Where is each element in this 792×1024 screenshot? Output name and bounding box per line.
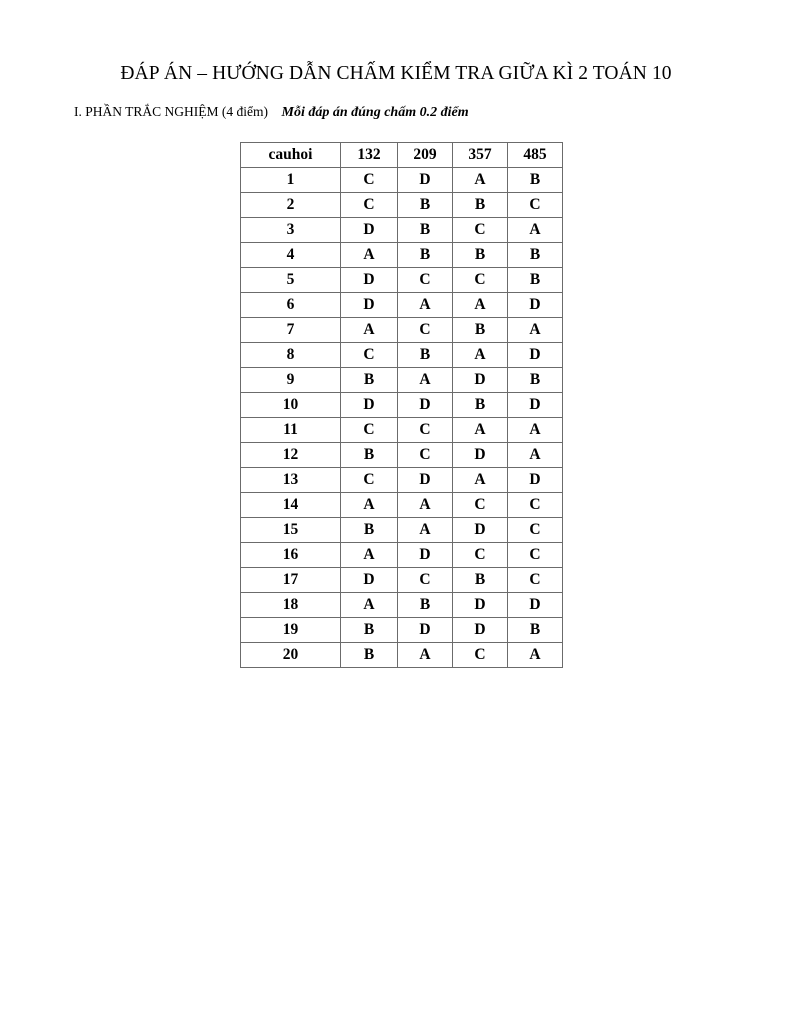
answer-cell: C (453, 643, 508, 668)
table-row (241, 393, 563, 418)
answer-cell: C (453, 218, 508, 243)
answer-cell: C (508, 543, 563, 568)
answer-cell: D (398, 468, 453, 493)
table-row (241, 268, 563, 293)
table-row (241, 343, 563, 368)
answer-cell: B (341, 443, 398, 468)
answer-cell: C (453, 268, 508, 293)
answer-cell: D (453, 368, 508, 393)
answer-cell: B (398, 243, 453, 268)
answer-cell: D (341, 268, 398, 293)
column-header-exam-code: 357 (453, 143, 508, 168)
answer-cell: B (453, 193, 508, 218)
answer-cell: C (508, 193, 563, 218)
section-heading (74, 104, 469, 121)
answer-cell: B (398, 593, 453, 618)
table-row (241, 168, 563, 193)
answer-cell: D (508, 293, 563, 318)
question-number-cell: 16 (241, 543, 341, 568)
answer-cell: C (453, 543, 508, 568)
answer-cell: A (341, 318, 398, 343)
table-row (241, 218, 563, 243)
answer-cell: A (453, 343, 508, 368)
answer-cell: C (508, 518, 563, 543)
answer-cell: B (398, 193, 453, 218)
question-number-cell: 3 (241, 218, 341, 243)
table-row (241, 318, 563, 343)
answer-cell: C (398, 443, 453, 468)
question-number-cell: 9 (241, 368, 341, 393)
question-number-cell: 17 (241, 568, 341, 593)
answer-cell: C (398, 318, 453, 343)
answer-cell: A (341, 243, 398, 268)
answer-cell: D (453, 593, 508, 618)
column-header-exam-code: 485 (508, 143, 563, 168)
answer-cell: D (341, 568, 398, 593)
column-header-question: cauhoi (241, 143, 341, 168)
question-number-cell: 14 (241, 493, 341, 518)
answer-cell: B (453, 393, 508, 418)
answer-cell: C (398, 568, 453, 593)
answer-cell: B (508, 268, 563, 293)
answer-cell: B (508, 243, 563, 268)
question-number-cell: 12 (241, 443, 341, 468)
answer-cell: B (341, 518, 398, 543)
answer-cell: D (453, 618, 508, 643)
table-row (241, 493, 563, 518)
answer-cell: C (398, 268, 453, 293)
table-row (241, 293, 563, 318)
answer-cell: D (341, 393, 398, 418)
answer-cell: C (398, 418, 453, 443)
table-row (241, 568, 563, 593)
answer-cell: B (453, 318, 508, 343)
answer-cell: C (341, 193, 398, 218)
table-row (241, 193, 563, 218)
answer-cell: D (508, 393, 563, 418)
answer-cell: B (453, 243, 508, 268)
table-row (241, 418, 563, 443)
answer-cell: C (341, 468, 398, 493)
question-number-cell: 18 (241, 593, 341, 618)
answer-cell: A (341, 593, 398, 618)
answer-cell: D (398, 618, 453, 643)
answer-cell: A (508, 318, 563, 343)
table-row (241, 368, 563, 393)
answer-cell: C (341, 343, 398, 368)
question-number-cell: 20 (241, 643, 341, 668)
answer-cell: D (508, 593, 563, 618)
answer-cell: A (341, 493, 398, 518)
answer-cell: C (453, 493, 508, 518)
table-row (241, 518, 563, 543)
answer-cell: D (508, 343, 563, 368)
question-number-cell: 1 (241, 168, 341, 193)
answer-cell: A (453, 468, 508, 493)
answer-cell: B (508, 618, 563, 643)
table-row (241, 468, 563, 493)
answer-cell: B (453, 568, 508, 593)
answer-cell: A (508, 418, 563, 443)
answer-cell: A (508, 218, 563, 243)
answer-cell: A (508, 643, 563, 668)
table-body (241, 168, 563, 668)
answer-cell: A (453, 418, 508, 443)
answer-cell: B (398, 218, 453, 243)
answer-cell: A (453, 168, 508, 193)
question-number-cell: 2 (241, 193, 341, 218)
answer-cell: A (508, 443, 563, 468)
answer-key-table (240, 142, 563, 668)
table-row (241, 593, 563, 618)
answer-cell: C (508, 493, 563, 518)
answer-cell: B (398, 343, 453, 368)
question-number-cell: 15 (241, 518, 341, 543)
answer-cell: B (508, 168, 563, 193)
answer-cell: A (398, 518, 453, 543)
answer-cell: A (398, 643, 453, 668)
answer-cell: B (341, 643, 398, 668)
column-header-exam-code: 132 (341, 143, 398, 168)
answer-cell: D (453, 518, 508, 543)
table-row (241, 543, 563, 568)
answer-cell: A (341, 543, 398, 568)
section-label: I. PHẦN TRẮC NGHIỆM (4 điểm) (74, 104, 268, 119)
table-header-row (241, 143, 563, 168)
answer-cell: C (508, 568, 563, 593)
answer-cell: A (453, 293, 508, 318)
answer-cell: C (341, 418, 398, 443)
answer-cell: D (398, 543, 453, 568)
answer-cell: B (341, 618, 398, 643)
answer-cell: D (453, 443, 508, 468)
answer-cell: B (508, 368, 563, 393)
scoring-note: Mỗi đáp án đúng chấm 0.2 điểm (281, 105, 469, 120)
question-number-cell: 13 (241, 468, 341, 493)
question-number-cell: 8 (241, 343, 341, 368)
question-number-cell: 4 (241, 243, 341, 268)
column-header-exam-code: 209 (398, 143, 453, 168)
answer-cell: C (341, 168, 398, 193)
question-number-cell: 5 (241, 268, 341, 293)
table-row (241, 618, 563, 643)
question-number-cell: 7 (241, 318, 341, 343)
table-row (241, 443, 563, 468)
answer-cell: D (341, 218, 398, 243)
answer-cell: B (341, 368, 398, 393)
answer-cell: A (398, 293, 453, 318)
question-number-cell: 6 (241, 293, 341, 318)
question-number-cell: 11 (241, 418, 341, 443)
answer-cell: A (398, 368, 453, 393)
answer-cell: D (398, 168, 453, 193)
answer-cell: D (341, 293, 398, 318)
table-row (241, 243, 563, 268)
page-title: ĐÁP ÁN – HƯỚNG DẪN CHẤM KIỂM TRA GIỮA KÌ 2 TOÁN 10 (120, 63, 672, 84)
answer-cell: D (398, 393, 453, 418)
table-row (241, 643, 563, 668)
answer-cell: D (508, 468, 563, 493)
answer-cell: A (398, 493, 453, 518)
question-number-cell: 10 (241, 393, 341, 418)
question-number-cell: 19 (241, 618, 341, 643)
